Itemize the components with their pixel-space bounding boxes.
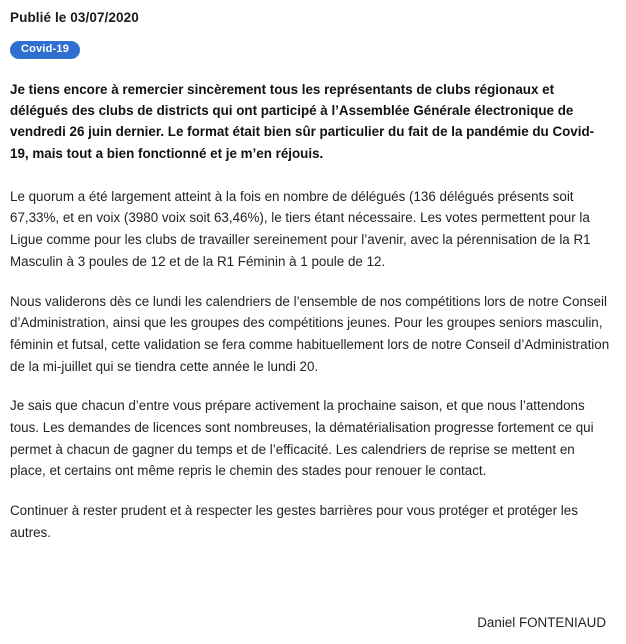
article-paragraph-2: Le quorum a été largement atteint à la fois en nombre de délégués (136 délégués présents soit 67,33%, et en voix (3980 voix soit 63,46%), le tiers étant nécessaire. Les votes permettent pour la Ligue comme pour les clubs de travailler sereinement pour l’avenir, avec la pérennisation de la R1 Masculin à 3 poules de 12 et de la R1 Féminin à 1 poule de 12. — [10, 188, 591, 269]
article-paragraph-1: Je tiens encore à remercier sincèrement tous les représentants de clubs régionaux et délégués des clubs de districts qui ont participé à l’Assemblée Générale électronique de vendredi 26 juin dernier. Le format était bien sûr particulier du fait de la pandémie du Covid-19, mais tout a bien fonctionné et je m’en réjouis. — [10, 82, 595, 161]
publish-date: Publié le 03/07/2020 — [10, 10, 139, 25]
article-paragraph-4: Je sais que chacun d’entre vous prépare activement la prochaine saison, et que nous l’attendons tous. Les demandes de licences sont nombreuses, la dématérialisation progresse fortement ce qui permet à chacun de gagner du temps et de l’efficacité. Les calendriers de reprise se mettent en place, et certains ont même repris le chemin des stades pour renouer le contact. — [10, 398, 594, 479]
article-paragraph-3: Nous validerons dès ce lundi les calendriers de l’ensemble de nos compétitions lors de notre Conseil d’Administration, ainsi que les groupes des compétitions jeunes. Pour les groupes seniors masculin, féminin et futsal, cette validation se fera comme habituellement lors de notre Conseil d’Administration de la mi-juillet qui se tiendra cette année le lundi 20. — [10, 293, 610, 374]
article-body — [10, 79, 612, 544]
tag-row — [10, 39, 612, 59]
article-signature: Daniel FONTENIAUD — [477, 615, 606, 630]
category-tag-covid-19[interactable]: Covid-19 — [10, 41, 80, 59]
article-paragraph-5: Continuer à rester prudent et à respecter les gestes barrières pour vous protéger et protéger les autres. — [10, 503, 578, 540]
